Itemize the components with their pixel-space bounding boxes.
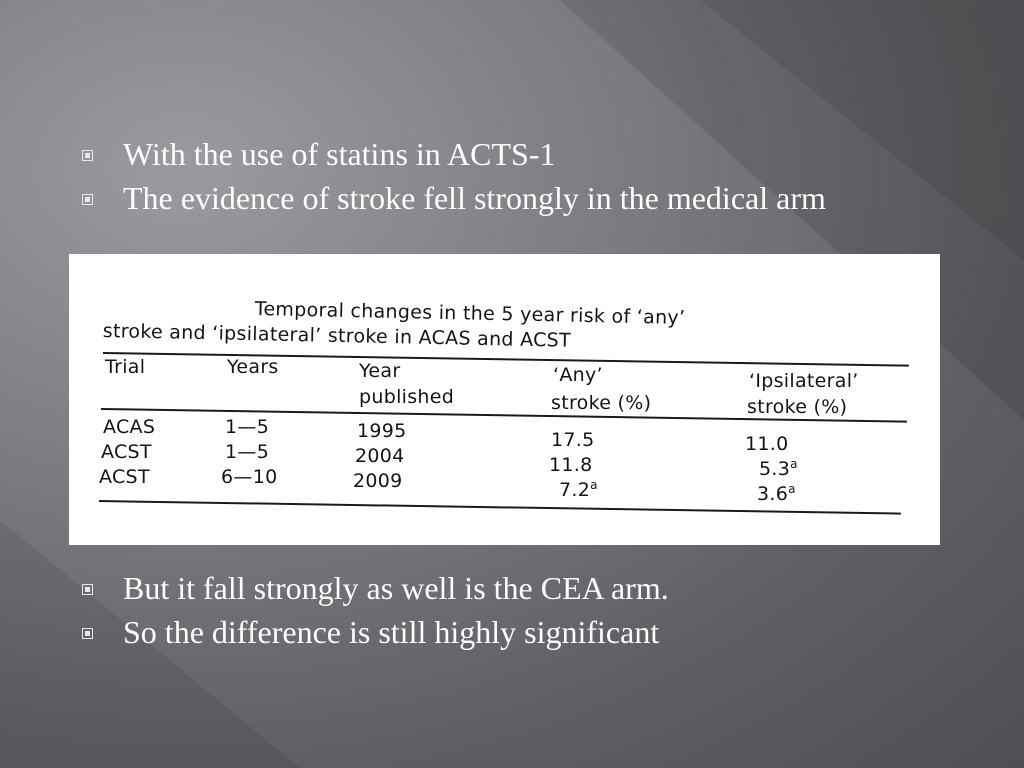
boxed-square-bullet-icon (82, 194, 93, 205)
value: 3.6 (757, 483, 789, 505)
bullet-item (0, 614, 953, 650)
header-ipsilateral-stroke-line-2: stroke (%) (747, 396, 848, 418)
row-ipsilateral-stroke (757, 478, 796, 505)
row-trial: ACAS (103, 416, 156, 438)
footnote-marker: a (590, 478, 598, 492)
row-trial: ACST (101, 441, 152, 463)
row-years: 1—5 (225, 416, 270, 438)
row-ipsilateral-stroke (745, 428, 789, 455)
value: 11.8 (549, 454, 593, 476)
row-any-stroke (549, 449, 593, 476)
value: 7.2 (559, 479, 591, 501)
boxed-square-bullet-icon (82, 628, 93, 639)
boxed-square-bullet-icon (82, 150, 93, 161)
scanned-table-figure (69, 254, 940, 545)
row-years: 1—5 (225, 441, 270, 463)
row-published: 1995 (357, 420, 407, 442)
value: 11.0 (745, 433, 789, 455)
header-any-stroke-line-1: ‘Any’ (553, 364, 603, 386)
bullet-item (0, 136, 953, 172)
bullet-text: With the use of statins in ACTS-1 (123, 136, 556, 172)
header-year-published-line-2: published (359, 386, 455, 408)
row-published: 2009 (353, 470, 403, 492)
header-year-published-line-1: Year (359, 360, 401, 382)
footnote-marker: a (788, 482, 796, 496)
row-any-stroke (559, 474, 598, 501)
bullet-text: But it fall strongly as well is the CEA arm. (123, 570, 669, 606)
row-trial: ACST (99, 466, 150, 488)
bullet-item (0, 570, 953, 606)
row-any-stroke (551, 424, 595, 451)
bullet-text: So the difference is still highly significant (123, 614, 660, 650)
footnote-marker: a (790, 457, 798, 471)
header-ipsilateral-stroke-line-1: ‘Ipsilateral’ (749, 370, 859, 392)
table-title-line-2: stroke and ‘ipsilateral’ stroke in ACAS and ACST (102, 320, 572, 352)
header-years: Years (227, 356, 279, 378)
table-title-line-1: Temporal changes in the 5 year risk of ‘any’ (254, 298, 686, 330)
bullet-text: The evidence of stroke fell strongly in the medical arm (123, 180, 826, 216)
row-published: 2004 (355, 445, 405, 467)
row-ipsilateral-stroke (759, 453, 798, 480)
value: 17.5 (551, 429, 595, 451)
bullet-item (0, 180, 953, 216)
table-top-rule (103, 352, 909, 367)
header-any-stroke-line-2: stroke (%) (551, 392, 652, 414)
boxed-square-bullet-icon (82, 584, 93, 595)
value: 5.3 (759, 458, 791, 480)
row-years: 6—10 (221, 466, 278, 488)
top-bullet-list (0, 136, 953, 224)
bottom-bullet-list (0, 570, 953, 658)
header-trial: Trial (105, 356, 146, 378)
